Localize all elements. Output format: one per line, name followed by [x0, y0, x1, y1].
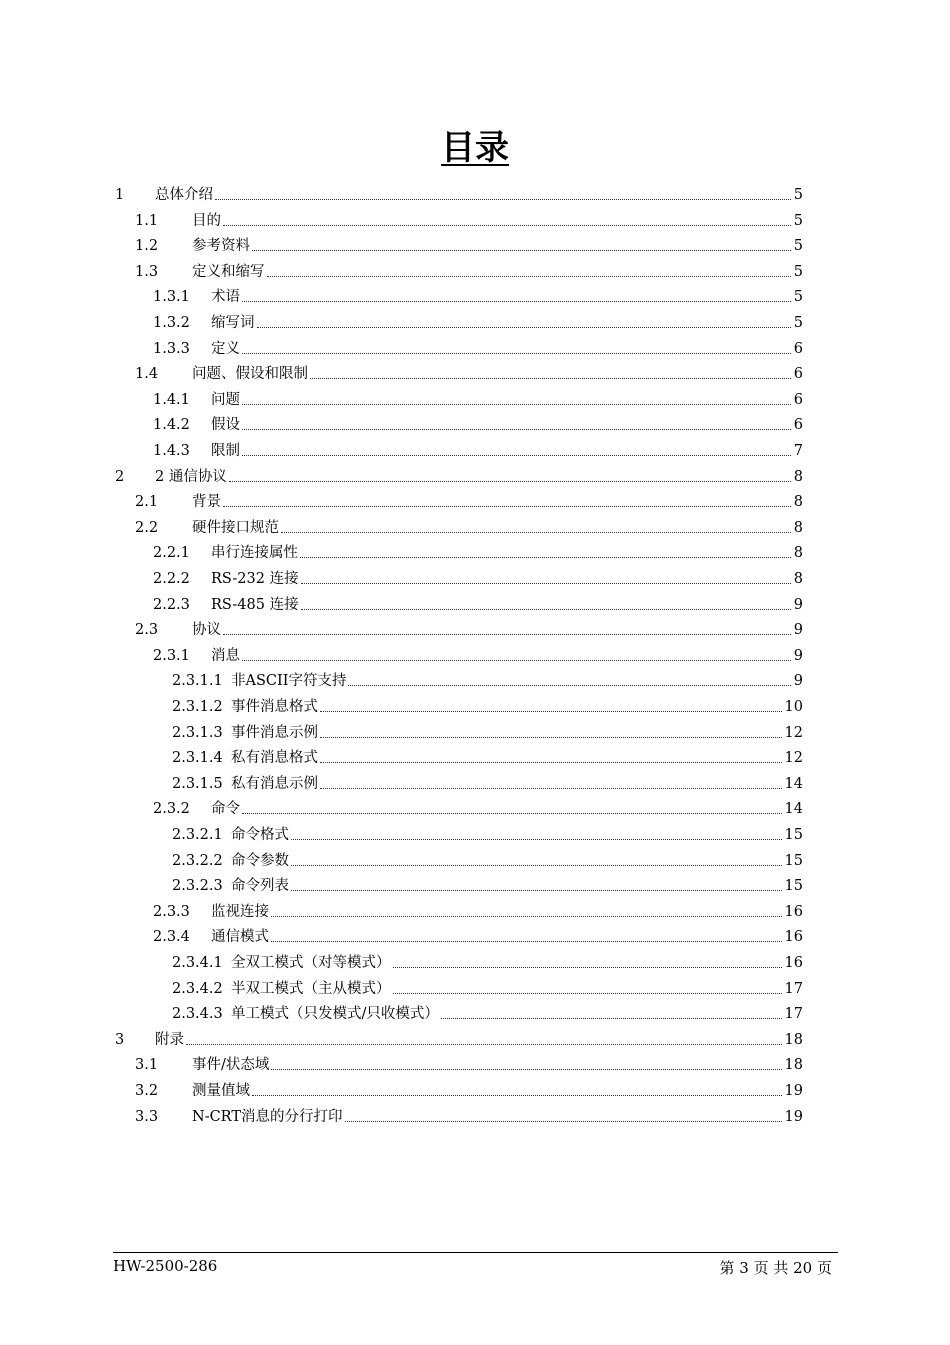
toc-entry-page: 9	[793, 596, 803, 613]
toc-entry-number: 2.3.1.5	[172, 775, 223, 792]
toc-entry-title: 参考资料	[192, 238, 250, 255]
toc-entry[interactable]	[172, 976, 803, 998]
toc-leader-dots	[229, 468, 791, 486]
toc-entry-page: 8	[793, 519, 803, 536]
toc-entry-page: 8	[793, 468, 803, 485]
toc-entry-page: 18	[784, 1057, 803, 1074]
toc-entry-page: 19	[784, 1083, 803, 1099]
toc-entry-title: 全双工模式（对等模式）	[231, 955, 391, 971]
toc-entry-page: 18	[784, 1031, 803, 1048]
toc-entry-number: 2.3.1.1	[172, 673, 223, 690]
toc-entry-title: 2 通信协议	[155, 468, 227, 485]
toc-entry-number: 2.3.2	[153, 801, 190, 818]
toc-entry-number: 2.3.4.1	[172, 955, 223, 971]
toc-leader-dots	[320, 749, 782, 767]
toc-leader-dots	[345, 1108, 782, 1126]
toc-entry-page: 7	[793, 443, 803, 459]
toc-entry[interactable]	[172, 745, 803, 767]
toc-entry[interactable]	[153, 412, 803, 434]
toc-entry-title: 命令格式	[231, 827, 289, 843]
toc-leader-dots	[393, 980, 782, 998]
toc-entry-title: 半双工模式（主从模式）	[231, 980, 391, 997]
toc-leader-dots	[242, 288, 791, 306]
toc-entry-title: 串行连接属性	[211, 545, 298, 562]
page-title	[0, 124, 950, 172]
toc-entry[interactable]	[153, 643, 803, 665]
toc-leader-dots	[300, 544, 791, 562]
toc-entry-page: 5	[793, 263, 803, 280]
toc-entry[interactable]	[172, 873, 803, 895]
toc-entry[interactable]	[172, 950, 803, 972]
toc-entry-number: 2.3.2.2	[172, 852, 223, 869]
toc-entry-title: 单工模式（只发模式/只收模式）	[231, 1006, 439, 1023]
toc-entry-title: 协议	[192, 622, 221, 639]
toc-entry-title: 命令	[211, 801, 240, 818]
toc-entry[interactable]	[153, 336, 803, 358]
toc-entry-number: 2.3.1.2	[172, 699, 223, 715]
toc-leader-dots	[242, 800, 782, 818]
toc-entry-number: 1.4.2	[153, 417, 190, 434]
toc-entry-title: 命令参数	[231, 852, 289, 869]
toc-entry-number: 1.4.1	[153, 391, 190, 408]
toc-entry-page: 12	[784, 724, 803, 741]
toc-entry[interactable]	[135, 617, 803, 639]
toc-leader-dots	[291, 852, 782, 870]
toc-entry[interactable]	[115, 182, 803, 204]
toc-entry[interactable]	[153, 796, 803, 818]
toc-entry-page: 17	[784, 980, 803, 997]
toc-entry-number: 2.3.1.3	[172, 724, 223, 741]
toc-entry[interactable]	[172, 668, 803, 690]
toc-entry-page: 12	[784, 750, 803, 767]
toc-entry-number: 1.3.1	[153, 289, 190, 306]
toc-entry-title: 目的	[192, 212, 221, 229]
toc-entry-number: 1.2	[135, 238, 159, 255]
toc-entry-page: 10	[784, 699, 803, 715]
toc-entry[interactable]	[135, 259, 803, 281]
toc-entry-page: 5	[793, 212, 803, 229]
toc-entry-page: 8	[793, 545, 803, 562]
toc-entry-number: 3.3	[135, 1108, 159, 1125]
toc-entry[interactable]	[172, 771, 803, 793]
toc-entry-title: 硬件接口规范	[192, 519, 279, 536]
toc-leader-dots	[348, 672, 790, 690]
toc-entry-title: 事件消息格式	[231, 699, 318, 715]
toc-entry-title: 事件消息示例	[231, 724, 318, 741]
toc-entry-title: 监视连接	[211, 903, 269, 920]
footer-doc-id: HW-2500-286	[113, 1257, 218, 1275]
toc-entry-number: 2.3	[135, 622, 159, 639]
toc-entry-page: 15	[784, 827, 803, 843]
toc-leader-dots	[257, 314, 791, 332]
toc-leader-dots	[271, 928, 782, 946]
toc-entry[interactable]	[153, 310, 803, 332]
toc-entry-number: 1.4.3	[153, 443, 190, 459]
page-title-text: 目录	[441, 128, 509, 168]
toc-leader-dots	[242, 340, 791, 358]
toc-entry[interactable]	[153, 592, 803, 614]
toc-leader-dots	[320, 775, 782, 793]
toc-entry[interactable]	[153, 387, 803, 409]
toc-entry[interactable]	[153, 540, 803, 562]
toc-entry-page: 5	[793, 315, 803, 331]
toc-entry-number: 3.2	[135, 1083, 159, 1099]
toc-leader-dots	[223, 493, 791, 511]
toc-entry-title: RS-232 连接	[211, 571, 299, 587]
toc-entry-number: 2.3.1.4	[172, 750, 223, 767]
toc-entry-page: 16	[784, 955, 803, 971]
footer-divider	[113, 1252, 838, 1253]
toc-entry-number: 2.3.4.3	[172, 1006, 223, 1023]
toc-entry-title: 缩写词	[211, 315, 255, 331]
toc-entry-page: 16	[784, 929, 803, 946]
toc-leader-dots	[301, 570, 791, 588]
toc-entry-number: 2.3.2.3	[172, 878, 223, 895]
toc-leader-dots	[252, 237, 791, 255]
toc-leader-dots	[291, 826, 782, 844]
toc-entry-number: 1.1	[135, 212, 159, 229]
toc-entry-number: 2	[115, 468, 125, 485]
toc-entry[interactable]	[172, 694, 803, 716]
toc-entry-title: 背景	[192, 494, 221, 511]
toc-entry-title: 术语	[211, 289, 240, 306]
toc-entry-page: 15	[784, 852, 803, 869]
toc-leader-dots	[242, 442, 791, 460]
toc-entry[interactable]	[135, 233, 803, 255]
toc-entry[interactable]	[172, 848, 803, 870]
toc-entry-page: 6	[793, 391, 803, 408]
toc-entry-title: 消息	[211, 647, 240, 664]
toc-entry-number: 1	[115, 187, 125, 203]
toc-entry-number: 2.2	[135, 519, 159, 536]
toc-entry-number: 2.3.2.1	[172, 827, 223, 843]
toc-entry-title: 命令列表	[231, 878, 289, 895]
toc-entry-number: 2.3.1	[153, 647, 190, 664]
toc-entry-title: RS-485 连接	[211, 596, 299, 613]
toc-leader-dots	[252, 1082, 782, 1100]
toc-leader-dots	[291, 877, 782, 895]
toc-entry-title: 附录	[155, 1031, 184, 1048]
toc-entry[interactable]	[135, 489, 803, 511]
toc-entry-page: 14	[784, 775, 803, 792]
toc-entry[interactable]	[172, 1001, 803, 1023]
toc-entry-page: 5	[793, 187, 803, 203]
toc-entry-page: 16	[784, 903, 803, 920]
toc-entry-title: N-CRT消息的分行打印	[192, 1108, 343, 1125]
footer-page-info: 第 3 页 共 20 页	[719, 1259, 832, 1277]
toc-leader-dots	[271, 903, 782, 921]
toc-entry-number: 2.3.3	[153, 903, 190, 920]
toc-entry-page: 9	[793, 647, 803, 664]
toc-leader-dots	[310, 365, 791, 383]
toc-entry-number: 2.3.4	[153, 929, 190, 946]
toc-leader-dots	[393, 954, 782, 972]
toc-entry-number: 2.3.4.2	[172, 980, 223, 997]
toc-entry-number: 2.2.1	[153, 545, 190, 562]
toc-entry[interactable]	[153, 924, 803, 946]
toc-entry-number: 1.4	[135, 366, 159, 383]
toc-entry[interactable]	[153, 438, 803, 460]
toc-entry[interactable]	[115, 464, 803, 486]
toc-entry-page: 8	[793, 571, 803, 587]
toc-entry-number: 2.2.2	[153, 571, 190, 587]
toc-leader-dots	[320, 724, 782, 742]
toc-leader-dots	[320, 698, 782, 716]
toc-entry-page: 9	[793, 622, 803, 639]
toc-entry-page: 6	[793, 417, 803, 434]
toc-entry-title: 定义和缩写	[192, 263, 265, 280]
toc-entry-title: 非ASCII字符支持	[231, 673, 347, 690]
toc-entry[interactable]	[135, 361, 803, 383]
toc-leader-dots	[301, 596, 791, 614]
toc-entry-title: 问题、假设和限制	[192, 366, 308, 383]
toc-entry[interactable]	[172, 720, 803, 742]
toc-entry-title: 假设	[211, 417, 240, 434]
toc-leader-dots	[186, 1031, 782, 1049]
toc-entry-number: 2.1	[135, 494, 159, 511]
toc-entry[interactable]	[135, 1078, 803, 1100]
toc-entry[interactable]	[135, 1104, 803, 1126]
toc-entry-title: 总体介绍	[155, 187, 213, 203]
toc-entry-page: 14	[784, 801, 803, 818]
toc-leader-dots	[215, 186, 791, 204]
toc-entry-title: 私有消息示例	[231, 775, 318, 792]
toc-entry-number: 3	[115, 1031, 125, 1048]
toc-leader-dots	[271, 1056, 781, 1074]
toc-entry-number: 1.3	[135, 263, 159, 280]
toc-entry[interactable]	[135, 515, 803, 537]
toc-entry-title: 问题	[211, 391, 240, 408]
toc-entry[interactable]	[153, 284, 803, 306]
toc-entry-number: 3.1	[135, 1057, 159, 1074]
toc-entry[interactable]	[135, 208, 803, 230]
toc-entry-page: 6	[793, 366, 803, 383]
toc-entry-page: 9	[793, 673, 803, 690]
toc-leader-dots	[267, 263, 791, 281]
toc-leader-dots	[242, 416, 791, 434]
toc-entry-title: 通信模式	[211, 929, 269, 946]
toc-leader-dots	[242, 391, 791, 409]
toc-entry-page: 17	[784, 1006, 803, 1023]
toc-entry[interactable]	[153, 566, 803, 588]
toc-entry-page: 6	[793, 340, 803, 357]
toc-entry-page: 15	[784, 878, 803, 895]
toc-entry-title: 限制	[211, 443, 240, 459]
toc-entry-title: 定义	[211, 340, 240, 357]
toc-entry[interactable]	[135, 1052, 803, 1074]
toc-entry-number: 1.3.2	[153, 315, 190, 331]
toc-entry[interactable]	[153, 899, 803, 921]
toc-entry-number: 2.2.3	[153, 596, 190, 613]
toc-leader-dots	[281, 519, 791, 537]
toc-entry-page: 5	[793, 289, 803, 306]
toc-entry-page: 8	[793, 494, 803, 511]
toc-entry-page: 19	[784, 1108, 803, 1125]
toc-entry[interactable]	[115, 1027, 803, 1049]
toc-leader-dots	[242, 647, 791, 665]
toc-leader-dots	[441, 1005, 782, 1023]
toc-leader-dots	[223, 212, 791, 230]
toc-entry-title: 事件/状态域	[192, 1057, 270, 1074]
toc-entry-number: 1.3.3	[153, 340, 190, 357]
toc-entry-title: 测量值域	[192, 1083, 250, 1099]
toc-entry[interactable]	[172, 822, 803, 844]
toc-entry-page: 5	[793, 238, 803, 255]
toc-leader-dots	[223, 621, 791, 639]
toc-entry-title: 私有消息格式	[231, 750, 318, 767]
